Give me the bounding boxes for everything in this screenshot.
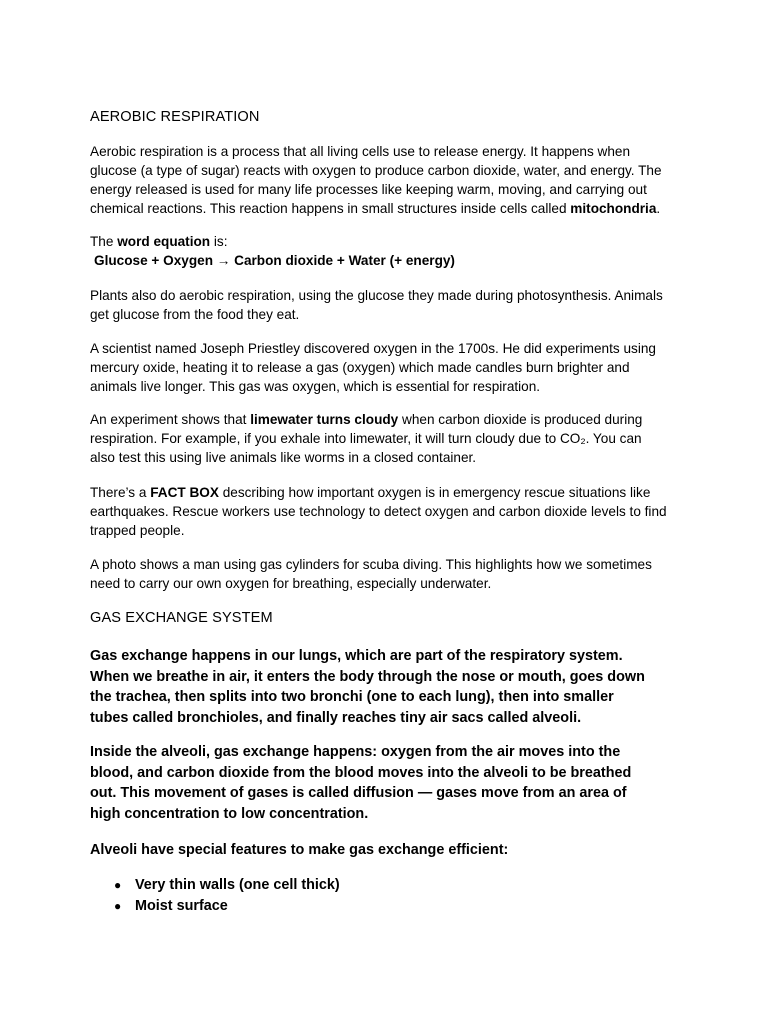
paragraph-lungs xyxy=(90,646,690,728)
text-line: Alveoli have special features to make gas exchange efficient: xyxy=(90,842,509,858)
bullet-icon: ● xyxy=(114,899,122,913)
text-line: energy released is used for many life processes like keeping warm, moving, and carrying out xyxy=(90,181,647,197)
paragraph-limewater xyxy=(90,411,690,468)
text-line: trapped people. xyxy=(90,522,185,538)
text-line: Aerobic respiration is a process that all living cells use to release energy. It happens when xyxy=(90,144,631,159)
paragraph-alveoli xyxy=(90,742,690,824)
text-line: the trachea, then splits into two bronchi (one to each lung), then into smaller xyxy=(90,689,614,705)
text-line: Inside the alveoli, gas exchange happens: oxygen from the air moves into the xyxy=(90,744,621,760)
text-line: When we breathe in air, it enters the body through the nose or mouth, goes down xyxy=(90,668,645,685)
bullet-icon: ● xyxy=(114,878,122,892)
paragraph-plants xyxy=(90,287,690,325)
paragraph-intro xyxy=(90,143,690,219)
list-item: ● Moist surface xyxy=(90,896,340,917)
text-line: get glucose from the food they eat. xyxy=(90,306,300,322)
section-heading-gas-exchange: GAS EXCHANGE SYSTEM xyxy=(90,610,273,626)
text-line: high concentration to low concentration. xyxy=(90,805,369,822)
bold-term: mitochondria xyxy=(570,200,657,216)
text-line: The word equation is: xyxy=(90,234,228,249)
text-line: also test this using live animals like worms in a closed container. xyxy=(90,449,477,465)
bold-term: limewater turns cloudy xyxy=(250,412,399,427)
paragraph-scuba xyxy=(90,556,690,594)
text-line: An experiment shows that limewater turns cloudy when carbon dioxide is produced during xyxy=(90,412,643,427)
feature-list xyxy=(90,875,340,917)
text-line: chemical reactions. This reaction happens in small structures inside cells called mitochondria. xyxy=(90,200,661,216)
text-line: earthquakes. Rescue workers use technology to detect oxygen and carbon dioxide levels to find xyxy=(90,503,667,519)
word-equation: Glucose + Oxygen → Carbon dioxide + Water (+ energy) xyxy=(94,252,455,268)
section-heading-aerobic-respiration: AEROBIC RESPIRATION xyxy=(90,109,260,125)
text-line: glucose (a type of sugar) reacts with oxygen to produce carbon dioxide, water, and energy. The xyxy=(90,162,662,178)
text-line: A scientist named Joseph Priestley discovered oxygen in the 1700s. He did experiments using xyxy=(90,341,656,356)
list-item: ● Very thin walls (one cell thick) xyxy=(90,875,340,896)
paragraph-word-equation xyxy=(90,233,690,271)
text-line: A photo shows a man using gas cylinders for scuba diving. This highlights how we sometimes xyxy=(90,557,652,572)
paragraph-alveoli-features xyxy=(90,840,690,861)
text-line: Gas exchange happens in our lungs, which are part of the respiratory system. xyxy=(90,648,623,664)
paragraph-fact-box xyxy=(90,484,690,541)
text-line: animals live longer. This gas was oxygen, which is essential for respiration. xyxy=(90,378,541,394)
text-line: mercury oxide, heating it to release a gas (oxygen) which made candles burn brighter and xyxy=(90,359,630,375)
paragraph-priestley xyxy=(90,340,690,397)
text-line: tubes called bronchioles, and finally reaches tiny air sacs called alveoli. xyxy=(90,709,582,726)
text-line: respiration. For example, if you exhale into limewater, it will turn cloudy due to CO₂. You can xyxy=(90,430,642,446)
text-line: blood, and carbon dioxide from the blood moves into the alveoli to be breathed xyxy=(90,764,632,781)
text-line: There’s a FACT BOX describing how important oxygen is in emergency rescue situations like xyxy=(90,485,651,500)
text-line: Plants also do aerobic respiration, using the glucose they made during photosynthesis. Animals xyxy=(90,288,663,303)
bold-term: word equation xyxy=(117,234,211,249)
text-line: out. This movement of gases is called diffusion — gases move from an area of xyxy=(90,785,627,801)
text-line: need to carry our own oxygen for breathing, especially underwater. xyxy=(90,575,492,591)
bold-term: FACT BOX xyxy=(150,485,219,500)
